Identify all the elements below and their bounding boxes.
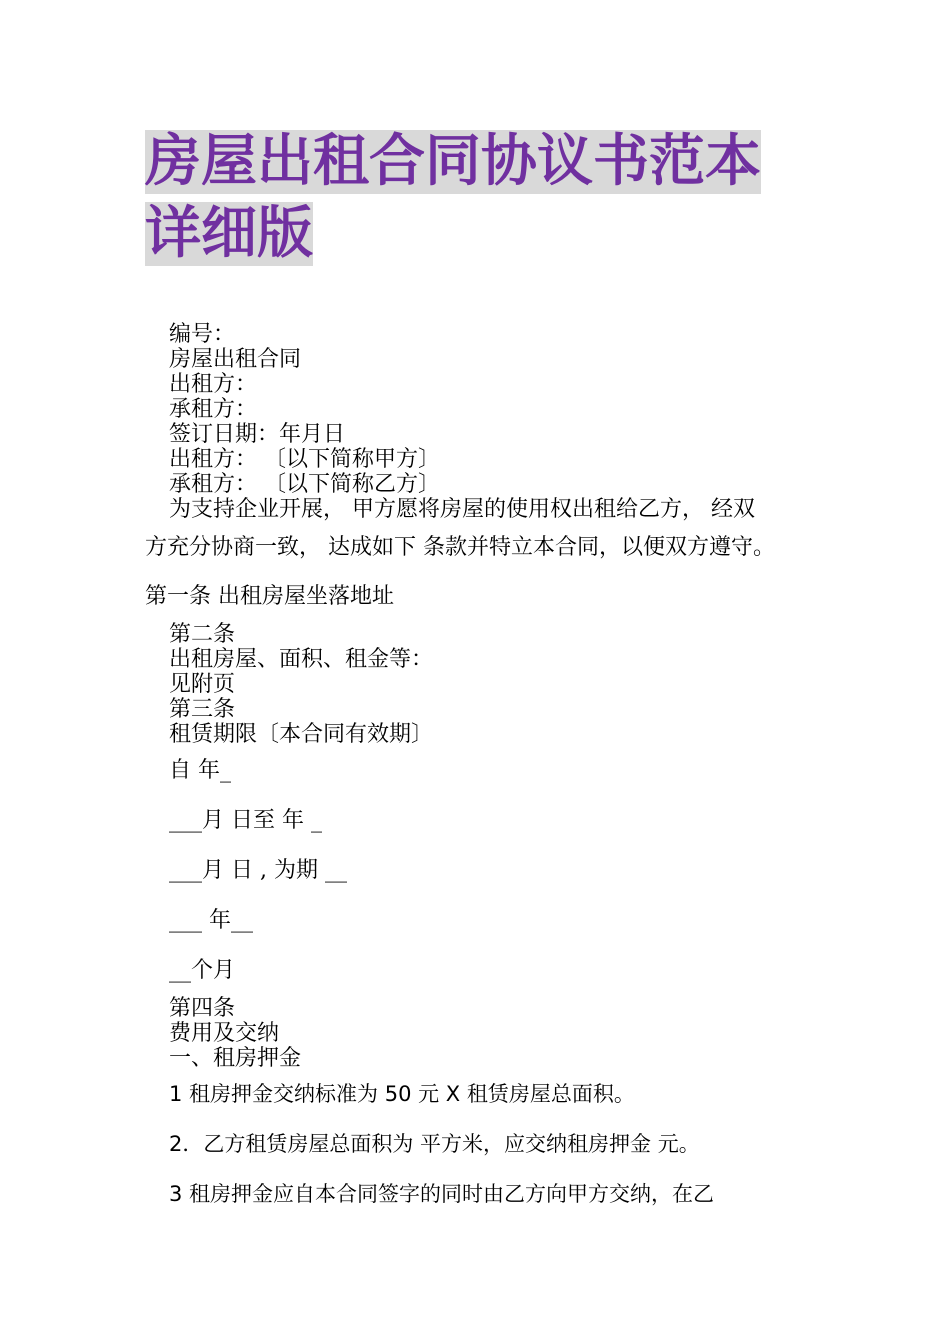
- deposit-clause-1: 1 租房押金交纳标准为 50 元 X 租赁房屋总面积。: [169, 1082, 635, 1106]
- deposit-clause-2: 2．乙方租赁房屋总面积为 平方米，应交纳租房押金 元。: [169, 1132, 700, 1156]
- article-2-title: 出租房屋、面积、租金等：: [169, 647, 434, 672]
- article-2-heading: 第二条: [169, 622, 236, 647]
- article-4-heading: 第四条: [169, 996, 236, 1021]
- article-3-heading: 第三条: [169, 697, 236, 722]
- signing-date: 签订日期：年月日: [169, 422, 346, 447]
- contract-number-label: 编号：: [169, 322, 236, 347]
- document-title-line-1: 房屋出租合同协议书范本: [145, 129, 761, 194]
- article-3-title: 租赁期限〔本合同有效期〕: [169, 722, 434, 747]
- lease-term-line-2: ___月 日至 年 _: [169, 808, 322, 833]
- lessee-party-b: 承租方： 〔以下简称乙方〕: [169, 472, 440, 497]
- lease-term-line-5: __个月: [169, 958, 236, 983]
- contract-name: 房屋出租合同: [169, 347, 302, 372]
- deposit-section-heading: 一、租房押金: [169, 1046, 302, 1071]
- lessor-label: 出租方：: [169, 372, 258, 397]
- lease-term-line-4: ___ 年__: [169, 908, 253, 933]
- deposit-clause-3: 3 租房押金应自本合同签字的同时由乙方向甲方交纳，在乙: [169, 1182, 715, 1206]
- intro-paragraph-line-2: 方充分协商一致， 达成如下 条款并特立本合同，以便双方遵守。: [145, 535, 775, 560]
- article-2-attachment-note: 见附页: [169, 672, 236, 697]
- lease-term-line-3: ___月 日 , 为期 __: [169, 858, 347, 883]
- document-title-line-2: 详细版: [145, 201, 313, 266]
- intro-paragraph-line-1: 为支持企业开展， 甲方愿将房屋的使用权出租给乙方， 经双: [169, 497, 755, 522]
- article-4-title: 费用及交纳: [169, 1021, 280, 1046]
- article-1-heading: 第一条 出租房屋坐落地址: [145, 584, 394, 609]
- lease-term-line-1: 自 年_: [169, 758, 231, 783]
- lessee-label: 承租方：: [169, 397, 258, 422]
- lessor-party-a: 出租方： 〔以下简称甲方〕: [169, 447, 440, 472]
